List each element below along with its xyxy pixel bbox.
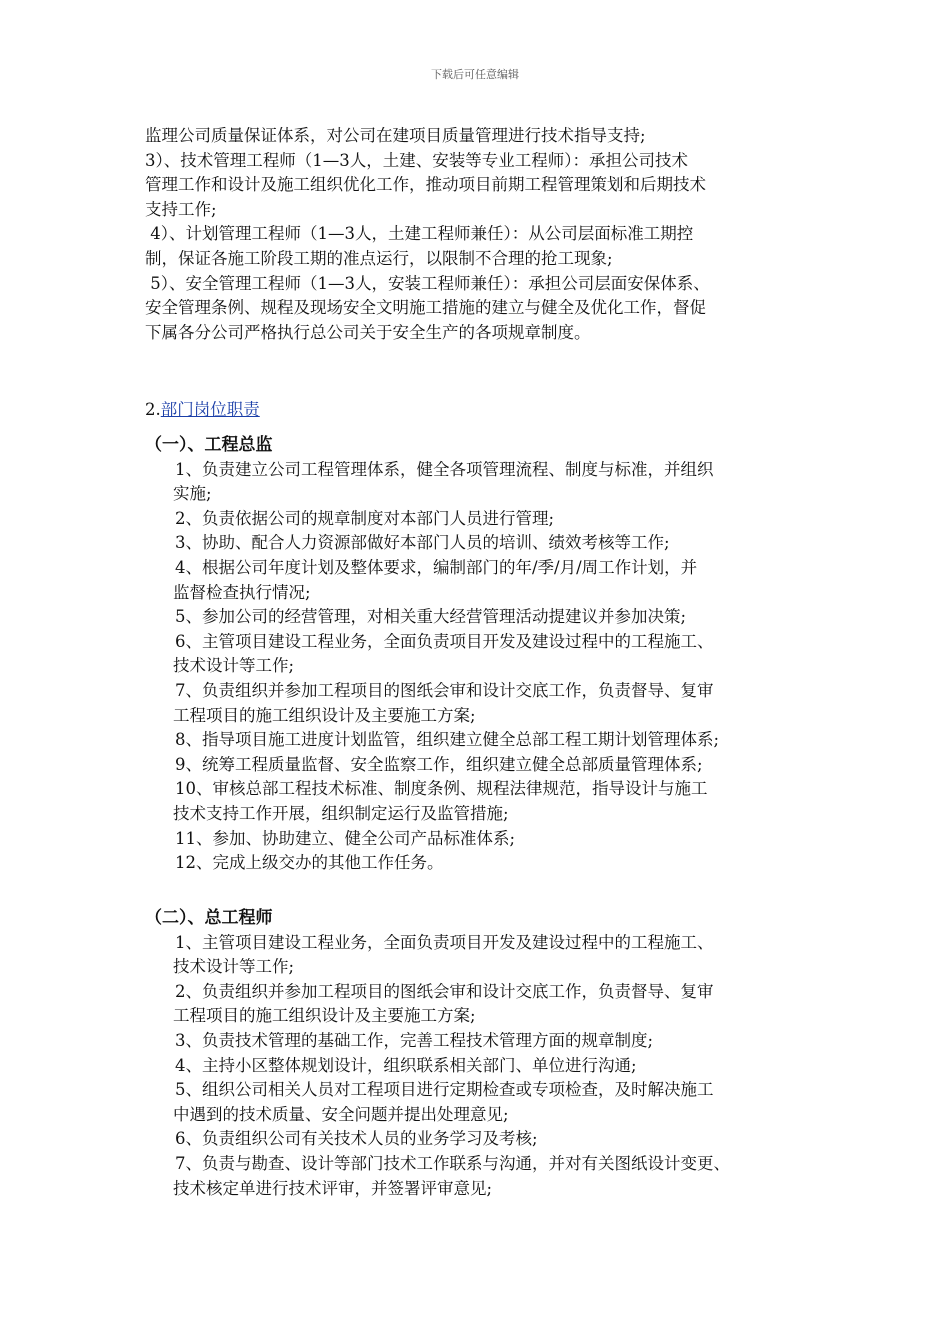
section-number: 2. — [145, 400, 161, 419]
intro-line: 下属各分公司严格执行总公司关于安全生产的各项规章制度。 — [145, 322, 591, 342]
list-item-continuation: 监督检查执行情况; — [173, 582, 311, 602]
section-heading — [145, 398, 825, 423]
list-item: 7、负责与勘查、设计等部门技术工作联系与沟通，并对有关图纸设计变更、 — [175, 1153, 730, 1173]
list-item-continuation: 实施; — [173, 484, 212, 504]
list-item: 1、主管项目建设工程业务，全面负责项目开发及建设过程中的工程施工、 — [175, 932, 714, 952]
intro-line: 管理工作和设计及施工组织优化工作，推动项目前期工程管理策划和后期技术 — [145, 175, 706, 195]
intro-line: 5）、安全管理工程师（1—3人，安装工程师兼任）：承担公司层面安保体系、 — [145, 273, 710, 293]
list-item-continuation: 技术设计等工作; — [173, 656, 295, 676]
intro-line: 支持工作; — [145, 199, 217, 219]
list-item: 6、负责组织公司有关技术人员的业务学习及考核; — [175, 1129, 538, 1149]
list-item-continuation: 工程项目的施工组织设计及主要施工方案; — [173, 705, 476, 725]
page-header: 下载后可任意编辑 — [431, 68, 519, 81]
list-item-continuation: 技术支持工作开展，组织制定运行及监管措施; — [173, 803, 509, 823]
section2-title: （二）、总工程师 — [145, 908, 273, 928]
section1-title: （一）、工程总监 — [145, 435, 273, 455]
list-item-continuation: 工程项目的施工组织设计及主要施工方案; — [173, 1006, 476, 1026]
list-item: 8、指导项目施工进度计划监管，组织建立健全总部工程工期计划管理体系; — [175, 730, 720, 750]
list-item: 3、负责技术管理的基础工作，完善工程技术管理方面的规章制度; — [175, 1030, 654, 1050]
list-item: 3、协助、配合人力资源部做好本部门人员的培训、绩效考核等工作; — [175, 533, 670, 553]
list-item: 12、完成上级交办的其他工作任务。 — [175, 853, 444, 873]
list-item: 5、组织公司相关人员对工程项目进行定期检查或专项检查，及时解决施工 — [175, 1080, 714, 1100]
intro-line: 安全管理条例、规程及现场安全文明施工措施的建立与健全及优化工作，督促 — [145, 298, 706, 318]
list-item-continuation: 技术设计等工作; — [173, 957, 295, 977]
list-item: 7、负责组织并参加工程项目的图纸会审和设计交底工作，负责督导、复审 — [175, 680, 714, 700]
section1-list — [145, 458, 825, 876]
list-item: 11、参加、协助建立、健全公司产品标准体系; — [175, 828, 516, 848]
intro-text — [145, 124, 825, 345]
section-title-link[interactable]: 部门岗位职责 — [160, 400, 260, 419]
list-item-continuation: 中遇到的技术质量、安全问题并提出处理意见; — [173, 1104, 509, 1124]
intro-line: 监理公司质量保证体系，对公司在建项目质量管理进行技术指导支持; — [145, 126, 646, 145]
list-item: 1、负责建立公司工程管理体系，健全各项管理流程、制度与标准，并组织 — [175, 459, 714, 479]
section-chief-engineering-director — [145, 433, 825, 876]
list-item: 10、审核总部工程技术标准、制度条例、规程法律规范，指导设计与施工 — [175, 779, 708, 799]
intro-line: 制，保证各施工阶段工期的准点运行，以限制不合理的抢工现象; — [145, 248, 613, 268]
list-item: 9、统筹工程质量监督、安全监察工作，组织建立健全总部质量管理体系; — [175, 754, 703, 774]
section2-list — [145, 931, 825, 1202]
list-item: 5、参加公司的经营管理，对相关重大经营管理活动提建议并参加决策; — [175, 607, 687, 627]
list-item: 2、负责组织并参加工程项目的图纸会审和设计交底工作，负责督导、复审 — [175, 981, 714, 1001]
list-item: 4、主持小区整体规划设计，组织联系相关部门、单位进行沟通; — [175, 1055, 637, 1075]
list-item: 4、根据公司年度计划及整体要求，编制部门的年/季/月/周工作计划，并 — [175, 557, 698, 577]
list-item: 6、主管项目建设工程业务，全面负责项目开发及建设过程中的工程施工、 — [175, 631, 714, 651]
intro-line: 4）、计划管理工程师（1—3人，土建工程师兼任）：从公司层面标准工期控 — [145, 224, 694, 244]
list-item: 2、负责依据公司的规章制度对本部门人员进行管理; — [175, 508, 555, 528]
intro-line: 3）、技术管理工程师（1—3人，土建、安装等专业工程师）：承担公司技术 — [145, 150, 688, 170]
list-item-continuation: 技术核定单进行技术评审，并签署评审意见; — [173, 1178, 493, 1198]
section-chief-engineer — [145, 906, 825, 1201]
